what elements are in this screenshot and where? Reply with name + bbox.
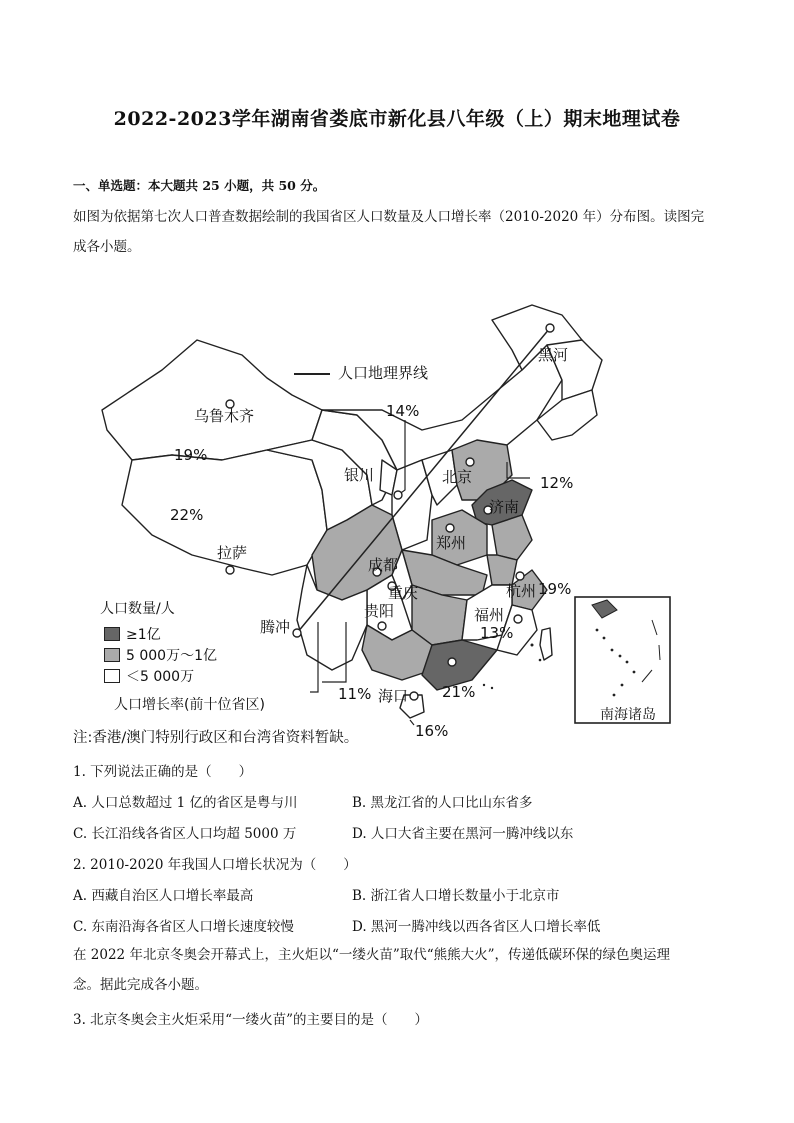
city-lhasa: 拉萨 [217, 544, 248, 562]
city-tengchong: 腾冲 [260, 618, 291, 636]
province-taiwan [540, 628, 552, 660]
legend-item-low: ＜5 000万 [104, 666, 194, 686]
city-guiyang: 贵阳 [364, 602, 395, 620]
question-2-stem: 2. 2010-2020 年我国人口增长状况为（ ） [73, 857, 357, 873]
rate-xinjiang: 19% [174, 446, 208, 464]
boundary-label: 人口地理界线 [338, 364, 429, 382]
legend-swatch-dark [104, 627, 120, 641]
question-1-option-b: B. 黑龙江省的人口比山东省多 [352, 795, 533, 811]
question-1-stem: 1. 下列说法正确的是（ ） [73, 764, 253, 780]
city-beijing: 北京 [442, 468, 473, 486]
question-3-stem: 3. 北京冬奥会主火炬采用“一缕火苗”的主要目的是（ ） [73, 1012, 428, 1028]
rate-zhejiang: 19% [538, 580, 572, 598]
rate-beijing: 12% [540, 474, 574, 492]
city-urumqi: 乌鲁木齐 [194, 407, 255, 425]
city-hangzhou: 杭州 [506, 582, 537, 600]
city-zhengzhou: 郑州 [436, 534, 467, 552]
city-haikou: 海口 [378, 687, 409, 705]
question-2-option-a: A. 西藏自治区人口增长率最高 [73, 888, 254, 904]
question-1-option-c: C. 长江沿线各省区人口均超 5000 万 [73, 826, 297, 842]
city-yinchuan: 银川 [344, 466, 375, 484]
question-1-option-d: D. 人口大省主要在黑河一腾冲线以东 [352, 826, 574, 842]
city-chengdu: 成都 [368, 556, 399, 574]
paragraph-2-line-2: 念。据此完成各小题。 [73, 977, 208, 993]
map-note: 注:香港/澳门特别行政区和台湾省资料暂缺。 [73, 730, 359, 746]
legend-item-mid: 5 000万～1亿 [104, 645, 217, 665]
city-chongqing: 重庆 [388, 584, 419, 602]
intro-line-2: 成各小题。 [73, 239, 141, 255]
page-title: 2022-2023学年湖南省娄底市新化县八年级（上）期末地理试卷 [113, 108, 681, 130]
paragraph-2 [73, 940, 725, 1000]
city-fuzhou: 福州 [474, 606, 505, 624]
city-jinan: 济南 [489, 498, 520, 516]
rate-ningxia: 14% [386, 402, 420, 420]
rate-hainan: 16% [415, 722, 449, 740]
city-heihe: 黑河 [538, 346, 569, 364]
legend-swatch-grey [104, 648, 120, 662]
paragraph-2-line-1: 在 2022 年北京冬奥会开幕式上，主火炬以“一缕火苗”取代“熊熊大火”，传递低碳环保的绿色奥运理 [73, 947, 671, 963]
legend-title: 人口数量/人 [100, 601, 175, 617]
rate-fujian: 13% [480, 624, 514, 642]
legend-item-high: ≥1亿 [104, 624, 161, 644]
section-header: 一、单选题：本大题共 25 小题，共 50 分。 [73, 178, 326, 193]
inset-label: 南海诸岛 [600, 707, 656, 723]
legend-swatch-white [104, 669, 120, 683]
question-1-option-a: A. 人口总数超过 1 亿的省区是粤与川 [73, 795, 298, 811]
province-xinjiang [102, 340, 322, 460]
intro-line-1: 如图为依据第七次人口普查数据绘制的我国省区人口数量及人口增长率（2010-2020 年）分布图。读图完 [73, 209, 705, 225]
legend-rate-title: 人口增长率(前十位省区) [114, 697, 265, 713]
question-2-option-c: C. 东南沿海各省区人口增长速度较慢 [73, 919, 294, 935]
question-2-option-b: B. 浙江省人口增长数量小于北京市 [352, 888, 560, 904]
rate-guangdong: 21% [442, 683, 476, 701]
rate-tibet: 22% [170, 506, 204, 524]
question-2-option-d: D. 黑河一腾冲线以西各省区人口增长率低 [352, 919, 601, 935]
rate-guizhou: 11% [338, 685, 372, 703]
intro-paragraph [73, 202, 725, 262]
